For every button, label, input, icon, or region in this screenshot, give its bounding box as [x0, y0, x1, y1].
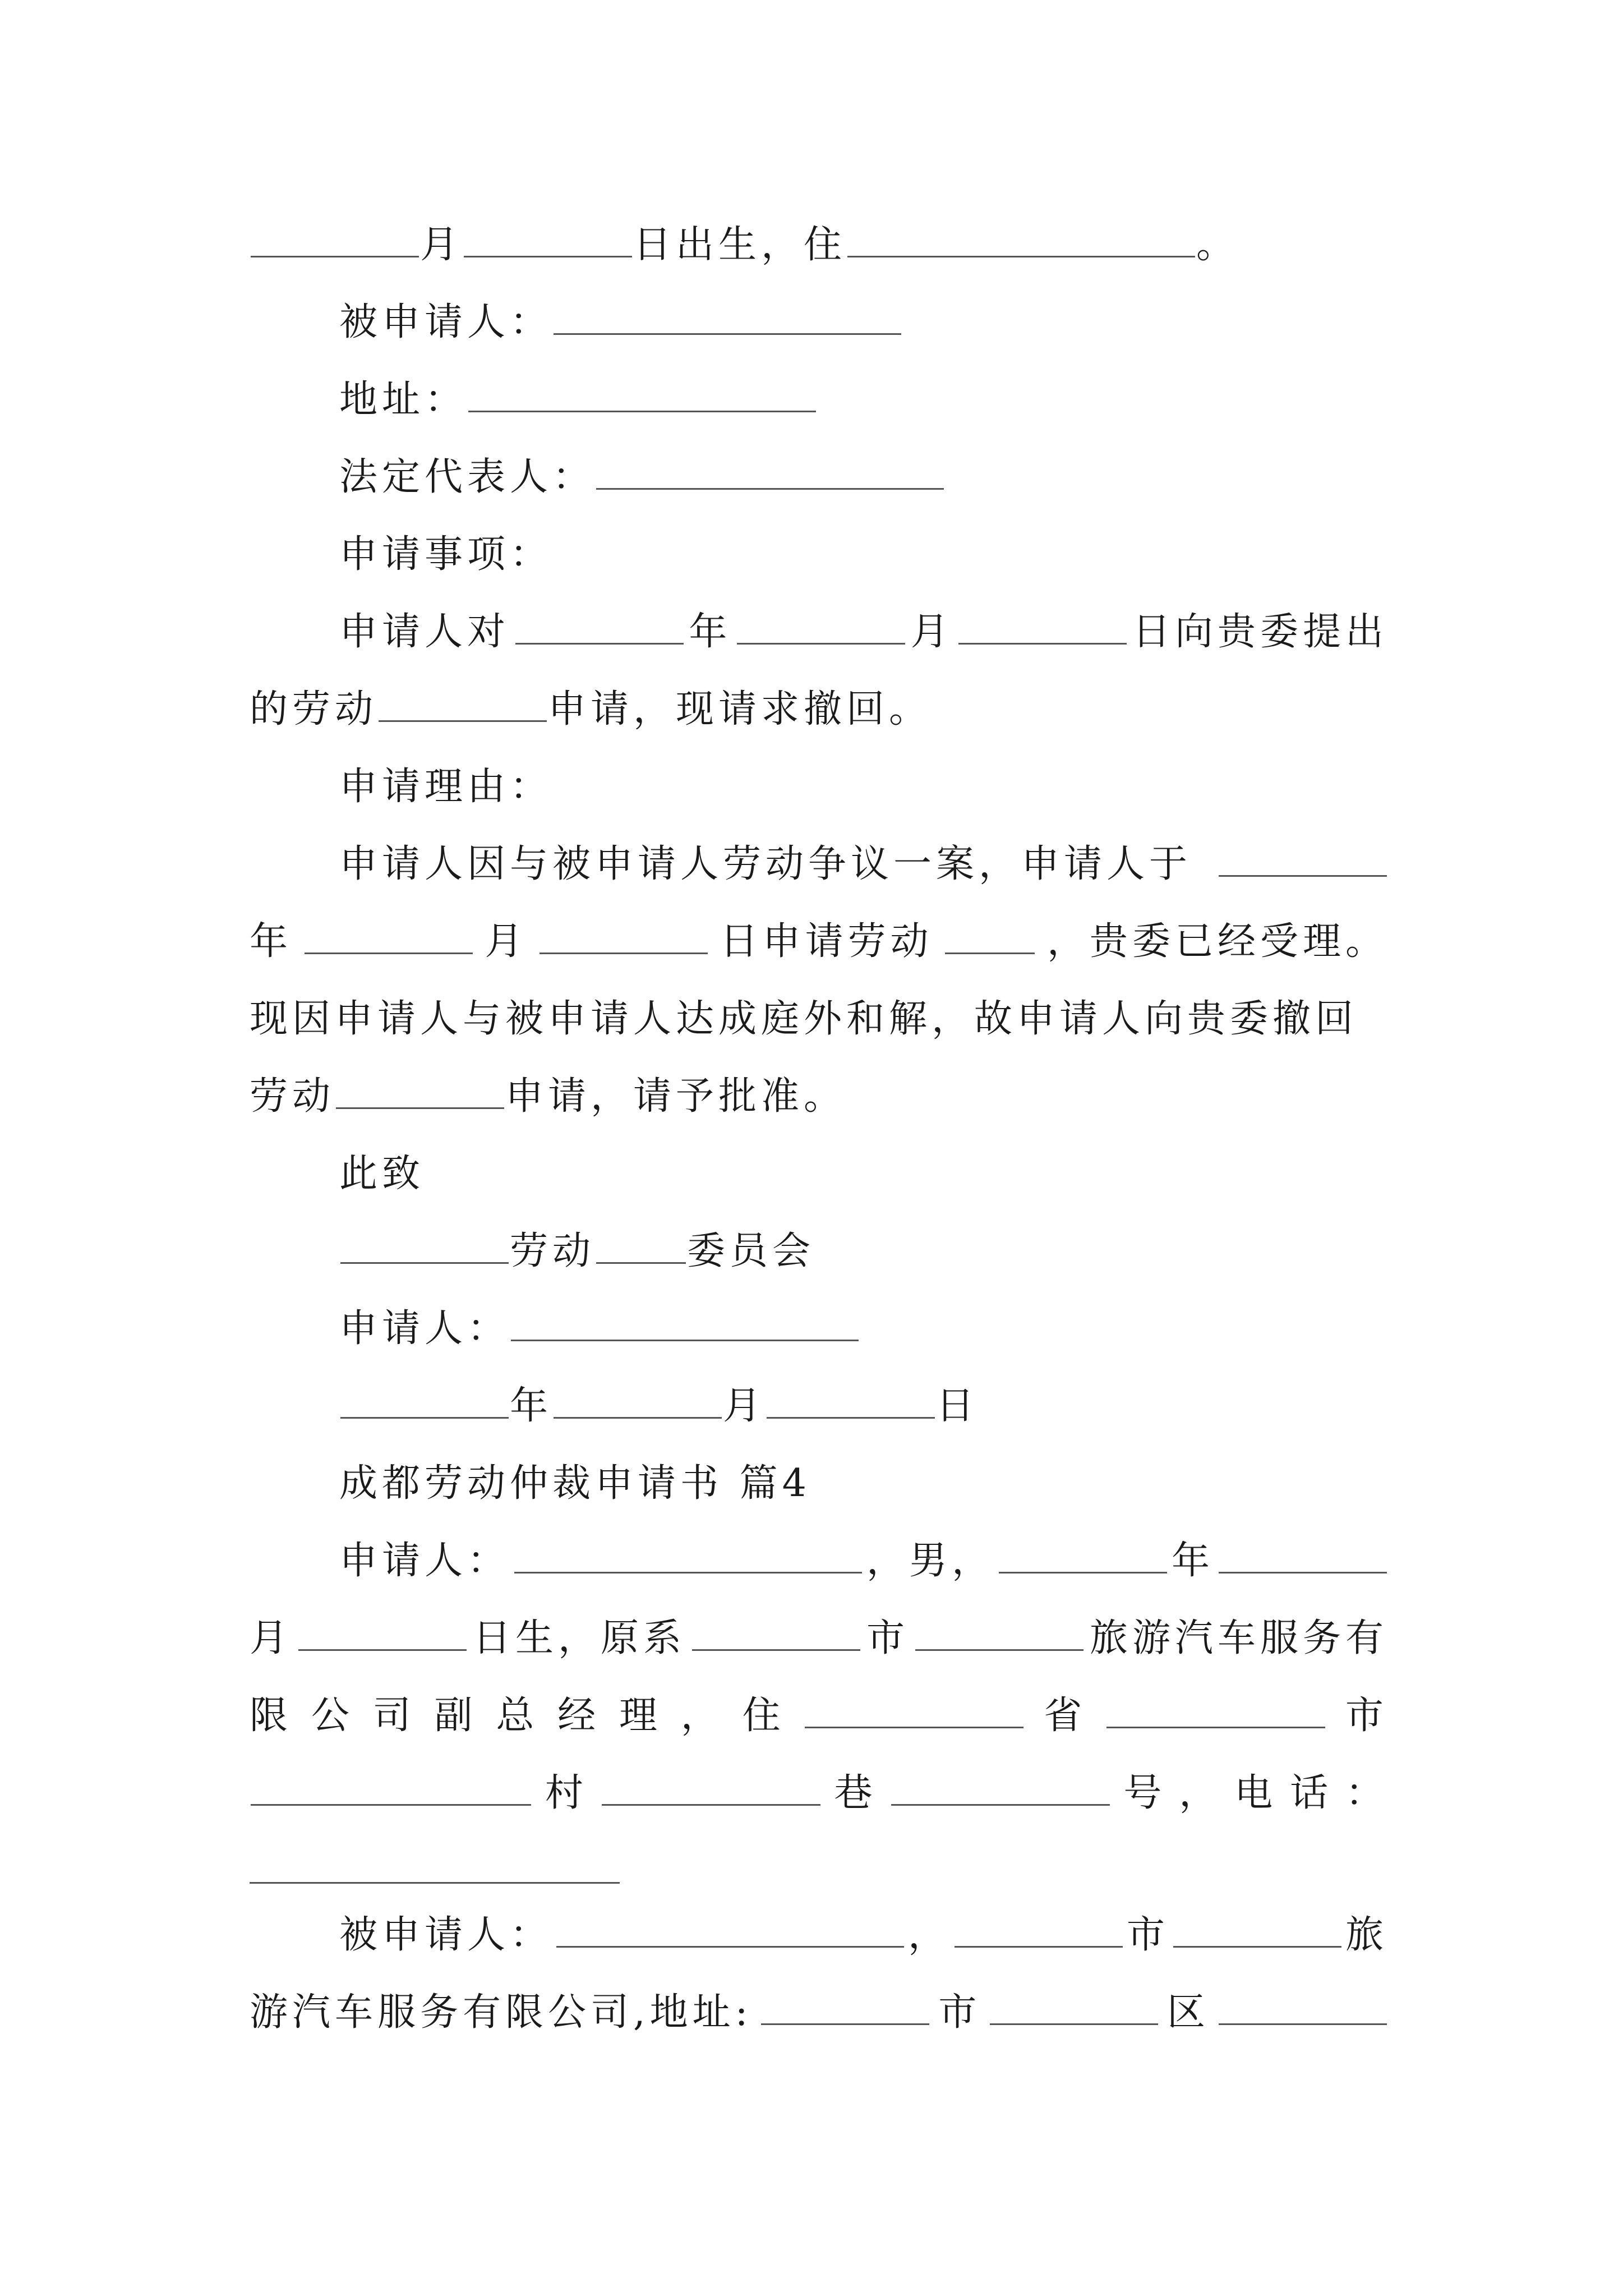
apply-labor-text: 日申请劳动	[720, 919, 933, 964]
address-label: 地址：	[339, 378, 468, 422]
applicant-label: 申请人：	[339, 1539, 510, 1583]
char-text: 经	[557, 1694, 601, 1738]
lane-blank[interactable]	[891, 1769, 1110, 1806]
labor-text: 劳动	[510, 1229, 596, 1273]
withdraw-date-line	[339, 607, 1388, 657]
applicant-signature-line	[339, 1304, 1388, 1354]
respondent-info-line	[339, 1910, 1388, 1961]
salutation-text: 此致	[339, 1152, 425, 1196]
village-blank[interactable]	[602, 1769, 820, 1806]
applicant-blank[interactable]	[511, 1305, 859, 1341]
colon-text: ：	[1345, 1771, 1388, 1815]
respondent-label: 被申请人：	[339, 300, 553, 344]
legal-rep-blank[interactable]	[596, 453, 944, 490]
month-blank[interactable]	[251, 221, 419, 257]
respondent-address-line	[250, 1987, 1388, 2038]
month-blank[interactable]	[305, 918, 473, 954]
year-blank[interactable]	[340, 1382, 509, 1419]
approve-text: 申请，请予批准。	[505, 1074, 847, 1119]
reason-line-4	[250, 1071, 1388, 1122]
applicant-info-line	[339, 1536, 1388, 1586]
company-text: 旅游汽车服务有	[1089, 1616, 1388, 1660]
respondent-company-text: 游汽车服务有限公司,地址:	[250, 1990, 753, 2035]
city-text: 市	[938, 1990, 981, 2035]
city-blank[interactable]	[1106, 1692, 1325, 1728]
address-line	[339, 375, 1388, 425]
province-text: 省	[1044, 1694, 1087, 1738]
labor-type-blank[interactable]	[596, 1227, 686, 1264]
section-title-text: 成都劳动仲裁申请书 篇4	[339, 1461, 811, 1506]
legal-rep-label: 法定代表人：	[339, 455, 596, 499]
date-line	[339, 1381, 1388, 1432]
district-text: 区	[1167, 1990, 1210, 2035]
phone-blank[interactable]	[250, 1882, 620, 1884]
city-text: 市	[1345, 1694, 1388, 1738]
char-text: 住	[742, 1694, 785, 1738]
tel-char-2: 话	[1290, 1771, 1333, 1815]
respondent-line	[339, 297, 1388, 348]
city-text: 市	[1126, 1913, 1169, 1957]
month-text: 月	[910, 610, 953, 654]
legal-rep-line	[339, 452, 1388, 503]
month-blank[interactable]	[554, 1382, 722, 1419]
reason-line-1	[339, 839, 1388, 890]
labor-text: 的劳动	[250, 687, 378, 731]
char-text: 司	[372, 1694, 416, 1738]
company-blank[interactable]	[915, 1614, 1083, 1651]
comma-text: ，	[1179, 1771, 1222, 1815]
period-text: 。	[1196, 223, 1239, 267]
birth-residence-text: 日出生，住	[633, 223, 847, 267]
char-text: ，	[680, 1694, 723, 1738]
application-items-label: 申请事项：	[339, 532, 553, 577]
labor-type-blank[interactable]	[945, 918, 1035, 954]
day-blank[interactable]	[464, 221, 632, 257]
month-text: 月	[420, 223, 463, 267]
year-text: 年	[510, 1384, 553, 1428]
village-text: 村	[545, 1771, 588, 1815]
reasons-heading	[339, 762, 1388, 812]
day-blank[interactable]	[767, 1382, 935, 1419]
born-text: 日生，原系	[472, 1616, 686, 1660]
address-blank[interactable]	[468, 376, 816, 412]
reasons-label: 申请理由：	[339, 765, 553, 809]
reason-text-1: 申请人因与被申请人劳动争议一案，申请人于	[339, 842, 1192, 886]
char-text: 公	[311, 1694, 354, 1738]
year-text: 年	[250, 919, 293, 964]
year-blank[interactable]	[999, 1537, 1167, 1573]
province-blank[interactable]	[805, 1692, 1023, 1728]
number-text: 号	[1123, 1771, 1166, 1815]
withdraw-text: 申请，现请求撤回。	[548, 687, 932, 731]
month-text: 月	[485, 919, 528, 964]
applicant-employer-line	[250, 1613, 1388, 1664]
applicant-to-text: 申请人对	[339, 610, 510, 654]
char-text: 副	[434, 1694, 477, 1738]
city-text: 市	[866, 1616, 909, 1660]
comma-text: ，	[907, 1913, 951, 1957]
area-blank[interactable]	[251, 1769, 531, 1806]
day-text: 日	[936, 1384, 979, 1428]
month-blank[interactable]	[737, 608, 905, 645]
respondent-name-blank[interactable]	[556, 1911, 904, 1948]
reason-text-3: 现因申请人与被申请人达成庭外和解，故申请人向贵委撤回	[250, 997, 1358, 1041]
male-text: ，男，	[866, 1539, 994, 1583]
reason-line-2	[250, 917, 1388, 967]
reason-line-3	[250, 994, 1388, 1045]
char-text: 限	[250, 1694, 293, 1738]
year-blank[interactable]	[1219, 840, 1387, 877]
month-text: 月	[723, 1384, 766, 1428]
committee-line	[339, 1226, 1388, 1277]
respondent-blank[interactable]	[554, 298, 901, 335]
city-blank[interactable]	[692, 1614, 860, 1651]
day-blank[interactable]	[298, 1614, 467, 1651]
year-text: 年	[1171, 1539, 1214, 1583]
labor-type-blank[interactable]	[336, 1073, 504, 1109]
char-text: 理	[619, 1694, 662, 1738]
committee-text: 委员会	[687, 1229, 815, 1273]
day-blank[interactable]	[540, 918, 708, 954]
labor-type-blank[interactable]	[379, 685, 547, 722]
company-blank[interactable]	[1173, 1911, 1341, 1948]
application-items-heading	[339, 530, 1388, 580]
labor-text: 劳动	[250, 1074, 335, 1119]
submit-text: 日向贵委提出	[1132, 610, 1388, 654]
district-blank[interactable]	[990, 1989, 1158, 2025]
year-text: 年	[689, 610, 732, 654]
birth-residence-line	[250, 220, 1388, 270]
salutation-line	[339, 1149, 1388, 1199]
day-blank[interactable]	[958, 608, 1127, 645]
char-text: 总	[496, 1694, 539, 1738]
respondent-label: 被申请人：	[339, 1913, 553, 1957]
tour-text: 旅	[1345, 1913, 1388, 1957]
residence-blank[interactable]	[847, 221, 1195, 257]
withdraw-request-line	[250, 684, 1388, 735]
lane-text: 巷	[834, 1771, 877, 1815]
city-blank[interactable]	[761, 1989, 929, 2025]
tel-char-1: 电	[1234, 1771, 1278, 1815]
applicant-position-line	[250, 1691, 1388, 1741]
applicant-address-line	[250, 1768, 1388, 1819]
month-text: 月	[250, 1616, 293, 1660]
month-blank[interactable]	[1219, 1537, 1387, 1573]
applicant-label: 申请人：	[339, 1306, 510, 1351]
accepted-text: ，贵委已经受理。	[1046, 919, 1388, 964]
year-blank[interactable]	[515, 608, 684, 645]
section-title	[339, 1458, 1388, 1509]
applicant-name-blank[interactable]	[514, 1537, 862, 1573]
region-blank[interactable]	[340, 1227, 509, 1264]
street-blank[interactable]	[1219, 1989, 1387, 2025]
city-blank[interactable]	[955, 1911, 1123, 1948]
